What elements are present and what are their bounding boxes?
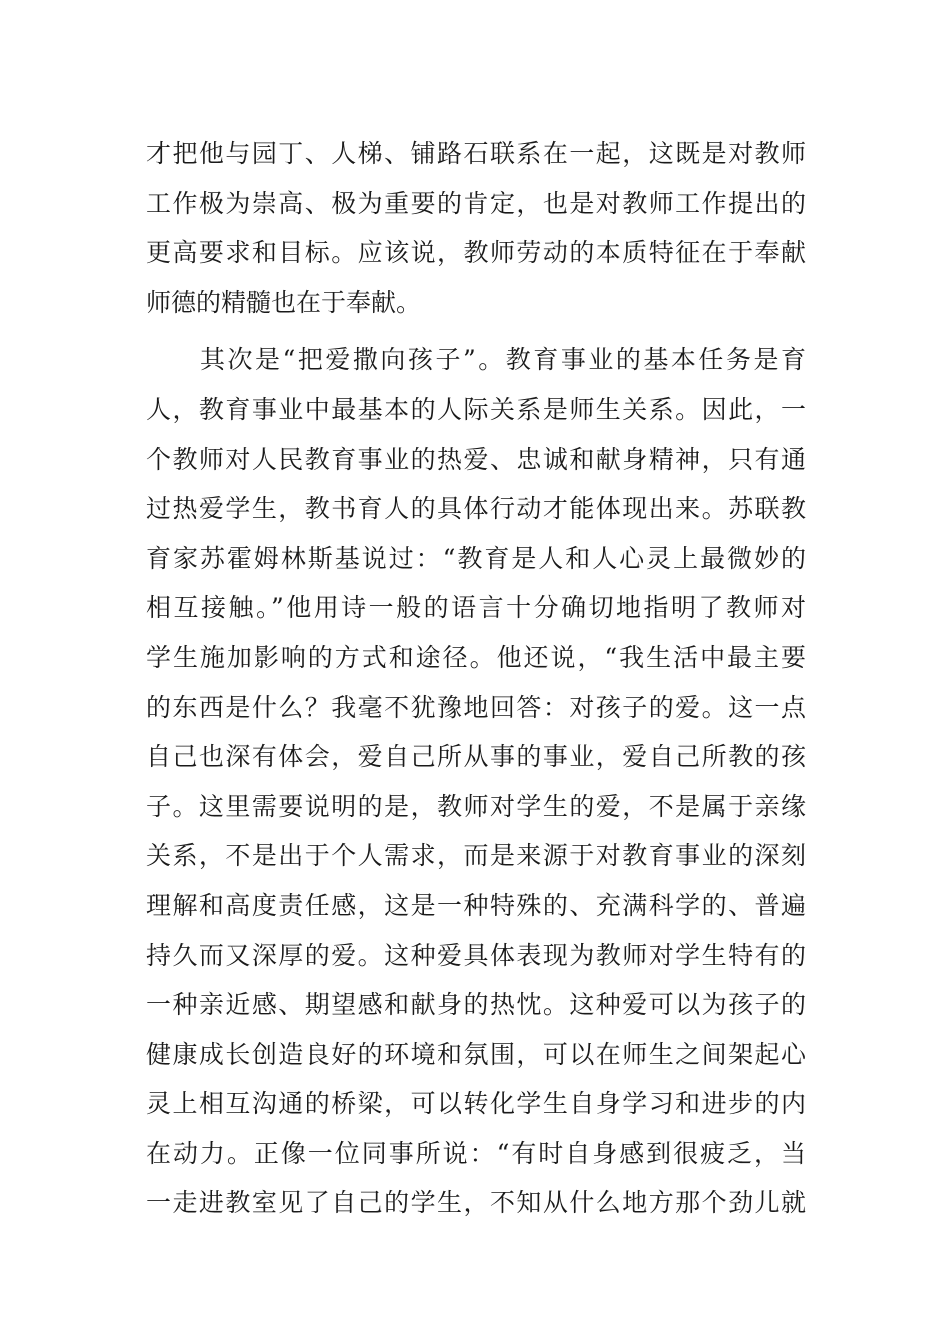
text-line: 更高要求和目标。应该说，教师劳动的本质特征在于奉献: [146, 238, 806, 268]
text-line: 灵上相互沟通的桥梁，可以转化学生自身学习和进步的内: [146, 1089, 806, 1119]
text-line: 师德的精髓也在于奉献。: [146, 287, 422, 317]
text-line: 在动力。正像一位同事所说：“有时自身感到很疲乏，当: [146, 1138, 806, 1168]
text-line: 的东西是什么？我毫不犹豫地回答：对孩子的爱。这一点: [146, 692, 806, 722]
text-line: 持久而又深厚的爱。这种爱具体表现为教师对学生特有的: [146, 940, 806, 970]
paragraph-2: [146, 335, 806, 1228]
text-line: 其次是“把爱撒向孩子”。教育事业的基本任务是育: [200, 345, 806, 375]
text-line: 自己也深有体会，爱自己所从事的事业，爱自己所教的孩: [146, 742, 806, 772]
text-line: 理解和高度责任感，这是一种特殊的、充满科学的、普遍: [146, 890, 806, 920]
body-text: [146, 129, 806, 1228]
text-line: 子。这里需要说明的是，教师对学生的爱，不是属于亲缘: [146, 791, 806, 821]
paragraph-1: [146, 129, 806, 327]
text-line: 关系，不是出于个人需求，而是来源于对教育事业的深刻: [146, 841, 806, 871]
text-line: 工作极为崇高、极为重要的肯定，也是对教师工作提出的: [146, 188, 806, 218]
text-line: 过热爱学生，教书育人的具体行动才能体现出来。苏联教: [146, 494, 806, 524]
text-line: 个教师对人民教育事业的热爱、忠诚和献身精神，只有通: [146, 444, 806, 474]
text-line: 学生施加影响的方式和途径。他还说，“我生活中最主要: [146, 642, 806, 672]
paragraph-gap: [146, 327, 806, 335]
text-line: 才把他与园丁、人梯、铺路石联系在一起，这既是对教师: [146, 139, 806, 168]
text-line: 一走进教室见了自己的学生，不知从什么地方那个劲儿就: [146, 1188, 806, 1218]
text-line: 育家苏霍姆林斯基说过：“教育是人和人心灵上最微妙的: [146, 543, 806, 573]
text-line: 一种亲近感、期望感和献身的热忱。这种爱可以为孩子的: [146, 990, 806, 1020]
text-line: 相互接触。”他用诗一般的语言十分确切地指明了教师对: [146, 593, 806, 623]
text-line: 人，教育事业中最基本的人际关系是师生关系。因此，一: [146, 394, 806, 424]
text-line: 健康成长创造良好的环境和氛围，可以在师生之间架起心: [146, 1039, 806, 1069]
